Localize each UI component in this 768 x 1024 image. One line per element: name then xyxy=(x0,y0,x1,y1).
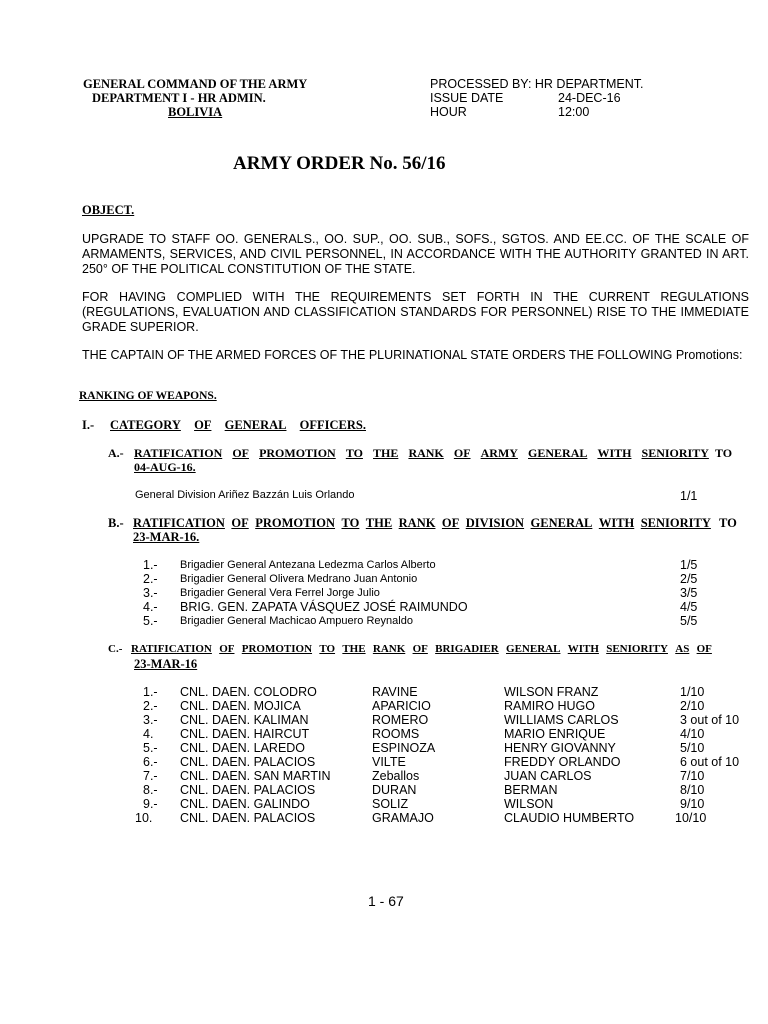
table-row xyxy=(0,741,768,755)
entry-rank: 3/5 xyxy=(680,586,698,600)
page-title: ARMY ORDER No. 56/16 xyxy=(233,153,446,174)
section-a-heading xyxy=(134,446,709,461)
entry-name: Brigadier General Vera Ferrel Jorge Julio xyxy=(180,587,380,599)
entry-number: 1.- xyxy=(143,558,158,572)
entry-second-surname: Zeballos xyxy=(372,769,420,783)
heading-word: TO xyxy=(341,516,360,530)
heading-word: AS xyxy=(675,643,690,655)
heading-word: SENIORITY xyxy=(606,643,668,655)
entry-first-names: CLAUDIO HUMBERTO xyxy=(504,811,635,825)
heading-word: DIVISION xyxy=(465,516,525,530)
heading-word: GENERAL xyxy=(530,516,593,530)
paragraph-3: THE CAPTAIN OF THE ARMED FORCES OF THE PLURINATIONAL STATE ORDERS THE FOLLOWING Promotions: xyxy=(82,348,743,362)
entry-rank: 5/10 xyxy=(680,741,705,755)
heading-word: SENIORITY xyxy=(641,446,709,460)
entry-second-surname: ROMERO xyxy=(372,713,429,727)
header-line-2: DEPARTMENT I - HR ADMIN. xyxy=(92,91,266,105)
category-number: I.- xyxy=(82,418,95,432)
heading-word: PROMOTION xyxy=(259,446,336,460)
heading-word: ARMY xyxy=(480,446,518,460)
section-b-date: 23-MAR-16. xyxy=(133,530,200,544)
section-c-date: 23-MAR-16 xyxy=(134,657,198,671)
entry-first-names: WILSON xyxy=(504,797,554,811)
issue-date-value: 24-DEC-16 xyxy=(558,91,621,105)
entry-rank: 1/5 xyxy=(680,558,698,572)
entry-name: CNL. DAEN. SAN MARTIN xyxy=(180,769,331,783)
heading-word: WITH xyxy=(598,516,635,530)
entry-number: 5.- xyxy=(143,614,158,628)
entry-name: CNL. DAEN. KALIMAN xyxy=(180,713,309,727)
header-line-1: GENERAL COMMAND OF THE ARMY xyxy=(83,77,308,91)
entry-name: Brigadier General Machicao Ampuero Reynaldo xyxy=(180,615,413,627)
entry-first-names: WILSON FRANZ xyxy=(504,685,599,699)
entry-rank: 7/10 xyxy=(680,769,705,783)
heading-word: RATIFICATION xyxy=(131,643,212,655)
object-heading: OBJECT. xyxy=(82,203,135,217)
entry-name: CNL. DAEN. GALINDO xyxy=(180,797,310,811)
section-b-heading xyxy=(133,516,711,531)
category-word: OF xyxy=(194,418,212,432)
heading-word: PROMOTION xyxy=(241,643,313,655)
entry-first-names: BERMAN xyxy=(504,783,558,797)
heading-word: RANK xyxy=(398,516,436,530)
entry-second-surname: DURAN xyxy=(372,783,417,797)
entry-rank: 5/5 xyxy=(680,614,698,628)
entry-first-names: MARIO ENRIQUE xyxy=(504,727,606,741)
entry-number: 4. xyxy=(143,727,154,741)
entry-number: 8.- xyxy=(143,783,158,797)
entry-rank: 4/5 xyxy=(680,600,698,614)
entry-first-names: HENRY GIOVANNY xyxy=(504,741,616,755)
category-heading xyxy=(110,418,366,433)
entry-rank: 9/10 xyxy=(680,797,705,811)
heading-word: BRIGADIER xyxy=(435,643,499,655)
entry-second-surname: APARICIO xyxy=(372,699,431,713)
entry-second-surname: ESPINOZA xyxy=(372,741,436,755)
heading-word: THE xyxy=(342,643,366,655)
hour-value: 12:00 xyxy=(558,105,590,119)
entry-name: CNL. DAEN. PALACIOS xyxy=(180,811,316,825)
entry-number: 2.- xyxy=(143,572,158,586)
entry-number: 7.- xyxy=(143,769,158,783)
entry-name: CNL. DAEN. PALACIOS xyxy=(180,755,316,769)
entry-name: Brigadier General Antezana Ledezma Carlos Alberto xyxy=(180,559,436,571)
entry-second-surname: RAVINE xyxy=(372,685,418,699)
heading-word: OF xyxy=(696,643,712,655)
entry-rank: 4/10 xyxy=(680,727,705,741)
table-row xyxy=(0,783,768,797)
section-b-heading-tail: TO xyxy=(719,516,737,530)
entry-name: CNL. DAEN. PALACIOS xyxy=(180,783,316,797)
entry-second-surname: GRAMAJO xyxy=(372,811,434,825)
entry-second-surname: SOLIZ xyxy=(372,797,409,811)
entry-name: CNL. DAEN. HAIRCUT xyxy=(180,727,310,741)
table-row xyxy=(0,811,768,825)
paragraph-2: FOR HAVING COMPLIED WITH THE REQUIREMENTS SET FORTH IN THE CURRENT REGULATIONS (REGULATIONS, EVALUATION AND CLASSIFICATION STANDARDS FOR PERSONNEL) RISE TO THE IMMEDIATE GRADE SUPERIOR. xyxy=(82,290,749,334)
heading-word: TO xyxy=(345,446,363,460)
entry-rank: 3 out of 10 xyxy=(680,713,740,727)
category-word: OFFICERS. xyxy=(299,418,366,432)
heading-word: OF xyxy=(231,516,249,530)
entry-number: 2.- xyxy=(143,699,158,713)
entry-first-names: RAMIRO HUGO xyxy=(504,699,595,713)
entry-first-names: FREDDY ORLANDO xyxy=(504,755,621,769)
heading-word: GENERAL xyxy=(528,446,588,460)
entry-rank: 8/10 xyxy=(680,783,705,797)
heading-word: TO xyxy=(319,643,336,655)
heading-word: WITH xyxy=(597,446,632,460)
ranking-heading: RANKING OF WEAPONS. xyxy=(79,390,217,402)
heading-word: THE xyxy=(373,446,399,460)
entry-name: CNL. DAEN. COLODRO xyxy=(180,685,317,699)
list-item xyxy=(0,586,768,600)
entry-rank: 10/10 xyxy=(675,811,707,825)
hour-label: HOUR xyxy=(430,105,467,119)
entry-name: CNL. DAEN. MOJICA xyxy=(180,699,301,713)
entry-number: 3.- xyxy=(143,586,158,600)
entry-number: 10. xyxy=(135,811,153,825)
heading-word: OF xyxy=(412,643,428,655)
entry-number: 1.- xyxy=(143,685,158,699)
processed-by: PROCESSED BY: HR DEPARTMENT. xyxy=(430,77,644,91)
entry-name: Brigadier General Olivera Medrano Juan Antonio xyxy=(180,573,418,585)
heading-word: RATIFICATION xyxy=(133,516,225,530)
header-line-3: BOLIVIA xyxy=(168,105,223,119)
entry-first-names: WILLIAMS CARLOS xyxy=(504,713,619,727)
section-a-letter: A.- xyxy=(108,446,124,460)
entry-number: 6.- xyxy=(143,755,158,769)
heading-word: GENERAL xyxy=(506,643,561,655)
entry-number: 4.- xyxy=(143,600,158,614)
section-a-date: 04-AUG-16. xyxy=(134,460,196,474)
heading-word: OF xyxy=(441,516,460,530)
table-row xyxy=(0,699,768,713)
entry-number: 9.- xyxy=(143,797,158,811)
entry-second-surname: VILTE xyxy=(372,755,406,769)
heading-word: THE xyxy=(365,516,393,530)
entry-name: CNL. DAEN. LAREDO xyxy=(180,741,306,755)
heading-word: OF xyxy=(219,643,235,655)
heading-word: WITH xyxy=(567,643,599,655)
category-word: GENERAL xyxy=(224,418,287,432)
entry-rank: 2/10 xyxy=(680,699,705,713)
entry-first-names: JUAN CARLOS xyxy=(504,769,592,783)
paragraph-1: UPGRADE TO STAFF OO. GENERALS., OO. SUP., OO. SUB., SOFS., SGTOS. AND EE.CC. OF THE SCALE OF ARMAMENTS, SERVICES, AND CIVIL PERSONNEL, IN ACCORDANCE WITH THE AUTHORITY GRANTED IN ART. 250° OF THE POLITICAL CONSTITUTION OF THE STATE. xyxy=(82,232,749,276)
list-item xyxy=(0,558,768,572)
table-row xyxy=(0,713,768,727)
section-a-entry-rank: 1/1 xyxy=(680,489,698,503)
section-c-heading xyxy=(131,643,712,655)
heading-word: RANK xyxy=(408,446,444,460)
table-row xyxy=(0,727,768,741)
entry-name: BRIG. GEN. ZAPATA VÁSQUEZ JOSÉ RAIMUNDO xyxy=(180,600,468,614)
heading-word: PROMOTION xyxy=(255,516,336,530)
table-row xyxy=(0,769,768,783)
entry-rank: 2/5 xyxy=(680,572,698,586)
heading-word: RATIFICATION xyxy=(134,446,223,460)
issue-date-label: ISSUE DATE xyxy=(430,91,504,105)
table-row xyxy=(0,685,768,699)
entry-number: 5.- xyxy=(143,741,158,755)
section-a-heading-tail: TO xyxy=(715,446,733,460)
page-number: 1 - 67 xyxy=(368,893,404,909)
entry-rank: 1/10 xyxy=(680,685,705,699)
heading-word: OF xyxy=(232,446,249,460)
entry-rank: 6 out of 10 xyxy=(680,755,740,769)
section-a-entry-name: General Division Ariñez Bazzán Luis Orlando xyxy=(135,489,355,501)
section-b-letter: B.- xyxy=(108,516,124,530)
heading-word: RANK xyxy=(372,643,406,655)
table-row xyxy=(0,755,768,769)
heading-word: OF xyxy=(453,446,471,460)
table-row xyxy=(0,797,768,811)
section-c-letter: C.- xyxy=(108,643,123,655)
heading-word: SENIORITY xyxy=(640,516,711,530)
list-item xyxy=(0,600,768,614)
entry-number: 3.- xyxy=(143,713,158,727)
list-item xyxy=(0,614,768,628)
list-item xyxy=(0,572,768,586)
category-word: CATEGORY xyxy=(110,418,181,432)
entry-second-surname: ROOMS xyxy=(372,727,420,741)
